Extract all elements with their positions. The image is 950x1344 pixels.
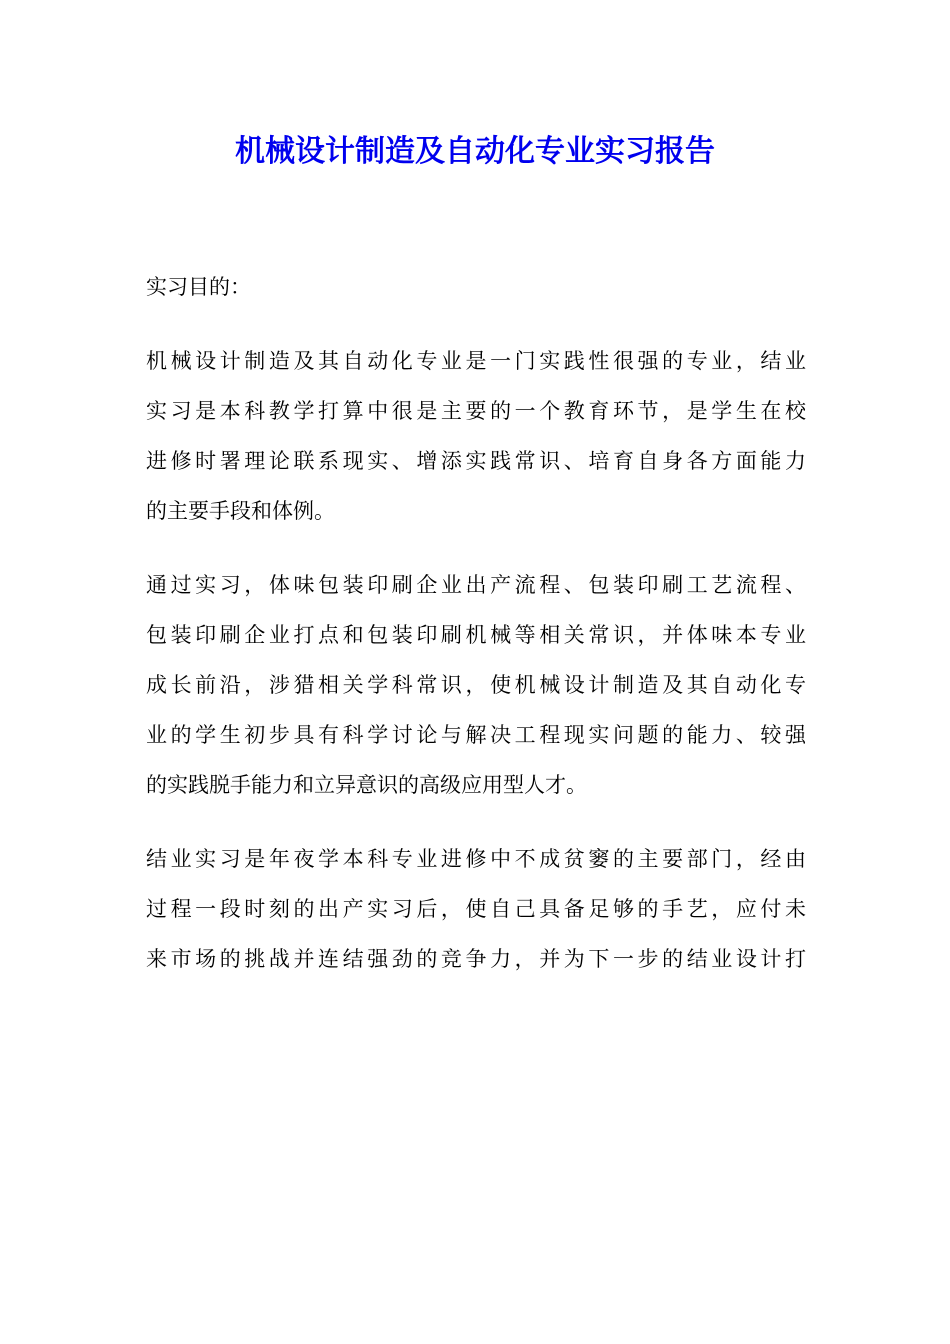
paragraph-line: 成长前沿，涉猎相关学科常识，使机械设计制造及其自动化专 (146, 673, 806, 697)
paragraph-line: 通过实习，体味包装印刷企业出产流程、包装印刷工艺流程、 (146, 573, 806, 597)
paragraph-line: 业的学生初步具有科学讨论与解决工程现实问题的能力、较强 (146, 723, 806, 747)
section-heading-text: 实习目的： (146, 275, 251, 299)
document-body (146, 262, 806, 1008)
paragraph-3 (146, 834, 806, 984)
section-heading (146, 262, 806, 312)
paragraph-line: 机械设计制造及其自动化专业是一门实践性很强的专业，结业 (146, 349, 806, 373)
paragraph-2 (146, 560, 806, 810)
paragraph-1 (146, 336, 806, 536)
document-title: 机械设计制造及自动化专业实习报告 (235, 134, 715, 169)
paragraph-line: 进修时署理论联系现实、增添实践常识、培育自身各方面能力 (146, 449, 806, 473)
paragraph-line: 来市场的挑战并连结强劲的竞争力，并为下一步的结业设计打 (146, 947, 806, 971)
paragraph-line: 实习是本科教学打算中很是主要的一个教育环节，是学生在校 (146, 399, 806, 423)
paragraph-line: 过程一段时刻的出产实习后，使自己具备足够的手艺，应付未 (146, 897, 806, 921)
paragraph-line: 的主要手段和体例。 (146, 499, 335, 523)
paragraph-line: 的实践脱手能力和立异意识的高级应用型人才。 (146, 773, 587, 797)
paragraph-line: 包装印刷企业打点和包装印刷机械等相关常识，并体味本专业 (146, 623, 806, 647)
paragraph-line: 结业实习是年夜学本科专业进修中不成贫窭的主要部门，经由 (146, 847, 806, 871)
